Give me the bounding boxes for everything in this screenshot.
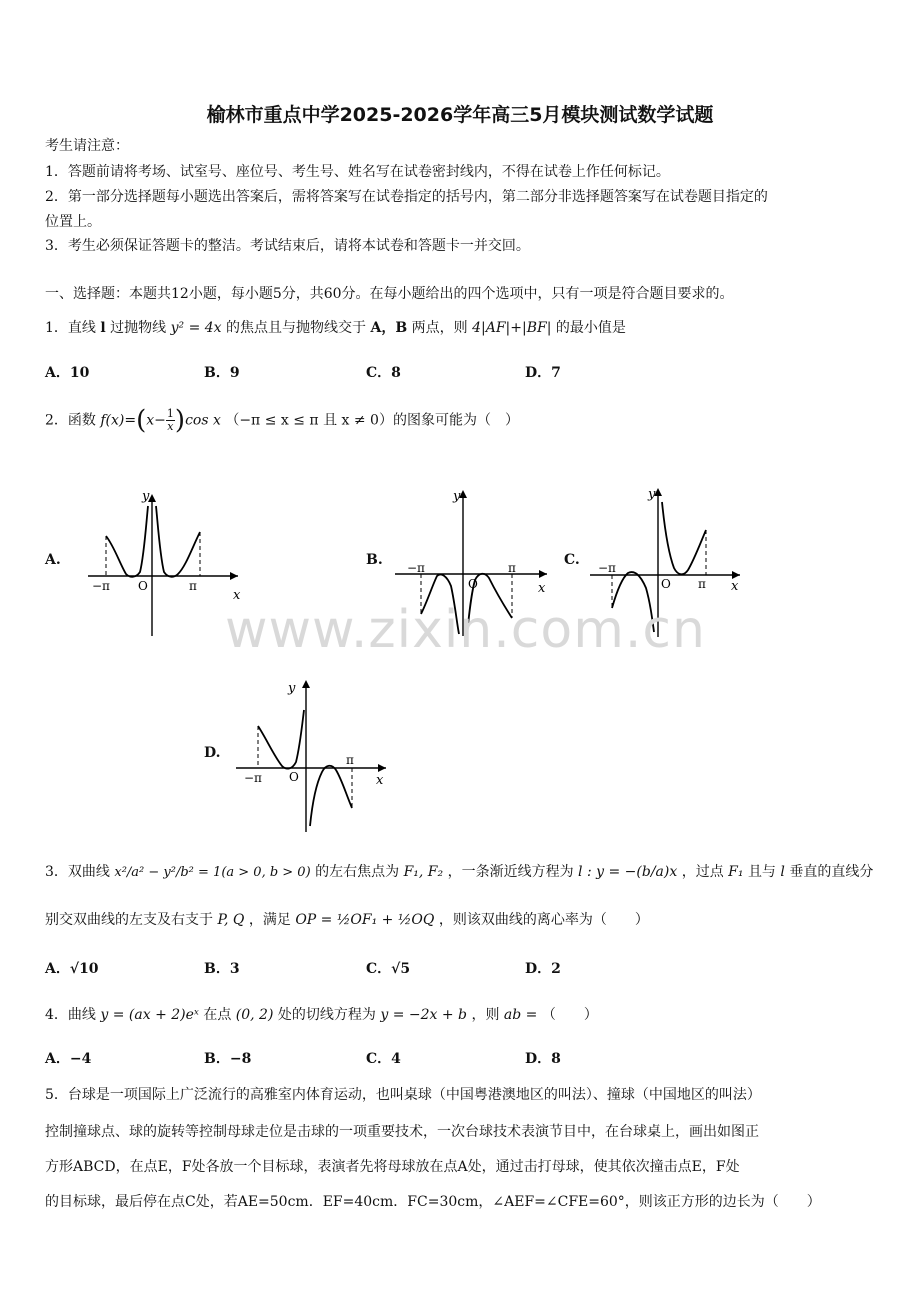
q2-cos: cos x (185, 412, 221, 429)
pi-label: π (698, 577, 706, 591)
axis-y-label: y (648, 487, 656, 502)
q1-option-a[interactable]: A．10 (45, 365, 90, 381)
q2-rparen: ) (174, 405, 186, 436)
question-4 (45, 1005, 598, 1025)
q3-text: 垂直的直线分 (789, 864, 874, 880)
axis-y-label: y (288, 681, 296, 696)
q4-option-a[interactable]: A．−4 (45, 1051, 92, 1067)
q1-text: 过抛物线 (110, 320, 167, 336)
q1-option-d[interactable]: D．7 (525, 365, 561, 381)
notice-item: 1．答题前请将考场、试室号、座位号、考生号、姓名写在试卷密封线内，不得在试卷上作任何标记。 (45, 164, 670, 180)
q3-asymptote: l : y = −(b/a)x (578, 864, 678, 880)
neg-pi-label: −π (598, 561, 616, 575)
q3-text: 3．双曲线 (45, 864, 110, 880)
q3-text: 且与 (747, 864, 776, 880)
q4-text: （ ） (541, 1007, 598, 1023)
question-3-cont (45, 910, 649, 930)
q1-text: 的最小值是 (555, 320, 626, 336)
section-heading: 一、选择题：本题共12小题，每小题5分，共60分。在每小题给出的四个选项中，只有一项是符合题目要求的。 (45, 286, 734, 302)
page-title: 榆林市重点中学2025-2026学年高三5月模块测试数学试题 (206, 104, 714, 126)
notice-item: 位置上。 (45, 214, 101, 230)
q2-domain: （−π ≤ x ≤ π 且 x ≠ 0）的图象可能为（ ） (225, 412, 519, 429)
q3-f1: F₁ (728, 864, 744, 880)
origin-label: O (661, 577, 671, 591)
q2-lparen: ( (136, 405, 147, 436)
question-1 (45, 318, 626, 338)
q4-text: 处的切线方程为 (277, 1007, 376, 1023)
question-5-line: 的目标球，最后停在点C处，若AE=50cm．EF=40cm．FC=30cm，∠AEF=∠CFE=60°，则该正方形的边长为（ ） (45, 1194, 821, 1210)
axis-x-label: x (731, 579, 739, 594)
axis-x-label: x (233, 588, 241, 603)
q2-option-c[interactable]: C. (564, 552, 580, 568)
notice-heading: 考生请注意： (45, 138, 129, 154)
q4-text: 4．曲线 (45, 1007, 96, 1023)
q1-parabola: y² = 4x (170, 320, 222, 336)
axis-y-label: y (142, 489, 150, 504)
pi-label: π (346, 753, 354, 767)
pi-label: π (508, 561, 516, 575)
q3-pq: P, Q (217, 912, 245, 928)
question-5-line: 控制撞球点、球的旋转等控制母球走位是击球的一项重要技术，一次台球技术表演节目中，在台球桌上，画出如图正 (45, 1124, 759, 1140)
q3-vector-eq: OP = ½OF₁ + ½OQ (295, 912, 435, 928)
axis-x-label: x (538, 581, 546, 596)
q4-text: ，则 (471, 1007, 500, 1023)
neg-pi-label: −π (92, 579, 110, 593)
question-3 (45, 862, 873, 883)
q2-fraction (166, 408, 175, 433)
q4-option-d[interactable]: D．8 (525, 1051, 561, 1067)
neg-pi-label: −π (244, 771, 262, 785)
origin-label: O (289, 770, 299, 784)
origin-label: O (138, 579, 148, 593)
q1-text: 的焦点且与抛物线交于 (226, 320, 367, 336)
q3-text: ，则该双曲线的离心率为（ ） (438, 912, 649, 928)
question-5-line: 5．台球是一项国际上广泛流行的高雅室内体育运动，也叫桌球（中国粤港澳地区的叫法）、撞球（中国地区的叫法） (45, 1087, 761, 1103)
q3-option-d[interactable]: D．2 (525, 961, 561, 977)
q4-curve: y = (ax + 2)eˣ (100, 1007, 199, 1023)
q1-points: A，B (370, 320, 408, 336)
q3-text: ，一条渐近线方程为 (447, 864, 574, 880)
q2-text: 2．函数 (45, 412, 96, 429)
q1-option-b[interactable]: B．9 (204, 365, 240, 381)
graph-d (236, 676, 401, 841)
axis-y-label: y (453, 489, 461, 504)
q3-option-b[interactable]: B．3 (204, 961, 240, 977)
q3-text: 别交双曲线的左支及右支于 (45, 912, 213, 928)
q3-l: l (780, 864, 785, 880)
q1-text: 两点，则 (411, 320, 468, 336)
watermark: www.zixin.com.cn (225, 600, 706, 660)
q1-text: 1．直线 (45, 320, 96, 336)
q3-hyperbola: x²/a² − y²/b² = 1(a > 0, b > 0) (114, 865, 311, 880)
q4-tangent: y = −2x + b (380, 1007, 467, 1023)
question-5-line: 方形ABCD，在点E，F处各放一个目标球，表演者先将母球放在点A处，通过击打母球，使其依次撞击点E，F处 (45, 1159, 740, 1175)
q3-option-c[interactable]: C．√5 (366, 961, 411, 977)
q4-option-c[interactable]: C．4 (366, 1051, 401, 1067)
question-2 (45, 405, 519, 436)
q3-text: ，满足 (248, 912, 291, 928)
q2-function: f(x)= (100, 412, 137, 429)
q4-text: 在点 (203, 1007, 232, 1023)
q3-foci: F₁, F₂ (403, 864, 444, 880)
q3-text: 的左右焦点为 (315, 864, 400, 880)
neg-pi-label: −π (407, 561, 425, 575)
q3-text: ，过点 (681, 864, 724, 880)
q1-option-c[interactable]: C．8 (366, 365, 401, 381)
q1-expression: 4|AF|+|BF| (472, 320, 552, 336)
notice-item: 3．考生必须保证答题卡的整洁。考试结束后，请将本试卷和答题卡一并交回。 (45, 238, 530, 254)
q1-line-l: l (100, 320, 106, 336)
q4-ab: ab = (503, 1007, 538, 1023)
notice-item: 2．第一部分选择题每小题选出答案后，需将答案写在试卷指定的括号内，第二部分非选择题答案写在试卷题目指定的 (45, 189, 768, 205)
origin-label: O (468, 577, 478, 591)
q2-option-d[interactable]: D. (204, 745, 221, 761)
q2-option-a[interactable]: A. (45, 552, 61, 568)
q2-denominator: x (167, 420, 174, 433)
q4-point: (0, 2) (235, 1007, 274, 1023)
pi-label: π (189, 579, 197, 593)
q2-numerator: 1 (166, 407, 174, 420)
q2-x-minus: x− (146, 412, 166, 429)
axis-x-label: x (376, 773, 384, 788)
q4-option-b[interactable]: B．−8 (204, 1051, 252, 1067)
q2-option-b[interactable]: B. (366, 552, 383, 568)
q3-option-a[interactable]: A．√10 (45, 961, 99, 977)
